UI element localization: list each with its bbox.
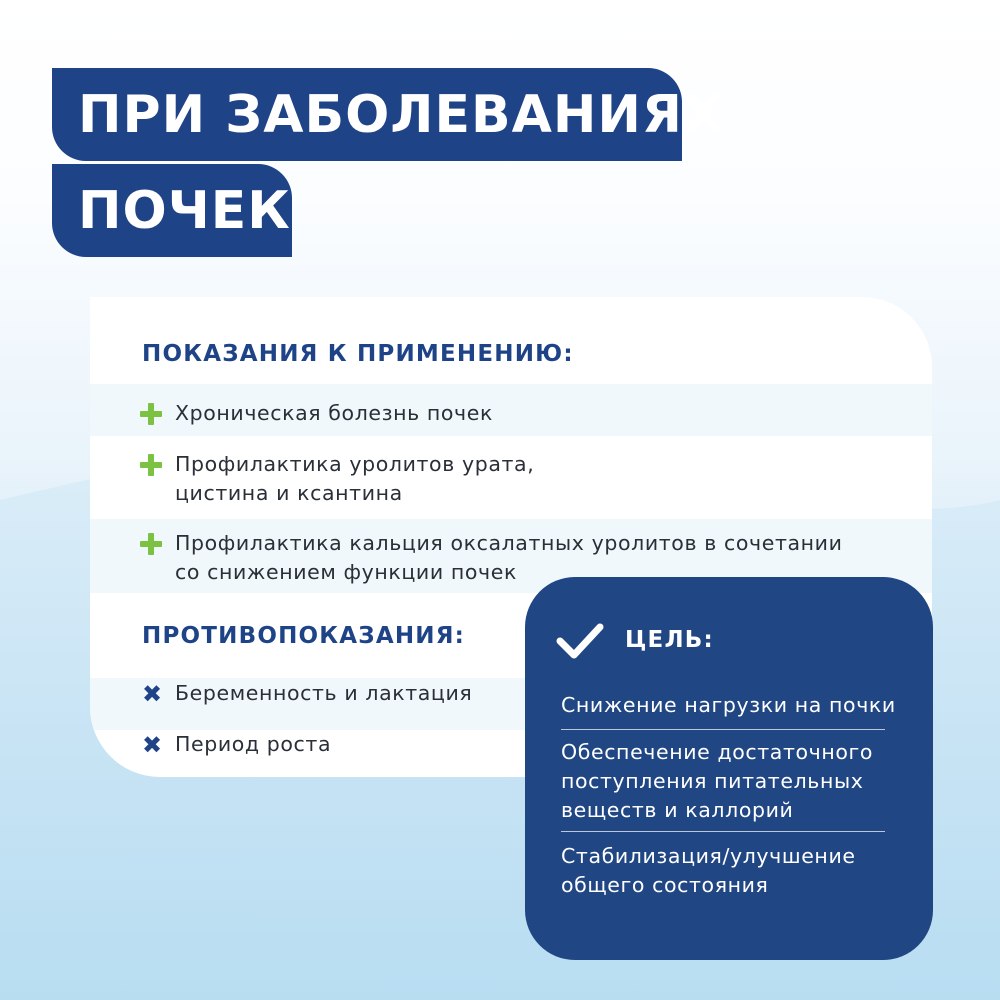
goal-heading: ЦЕЛЬ: <box>625 627 714 653</box>
contraindication-text: Беременность и лактация <box>175 681 473 705</box>
goal-item: Снижение нагрузки на почки <box>561 693 896 717</box>
goal-divider <box>561 831 885 832</box>
goal-item: Обеспечение достаточного поступления питательных веществ и каллорий <box>561 740 874 822</box>
contraindication-text: Период роста <box>175 732 332 756</box>
indication-text: Профилактика кальция оксалатных уролитов в сочетании со снижением функции почек <box>175 531 843 584</box>
title-line-2: ПОЧЕК <box>52 164 292 257</box>
indication-text: Хроническая болезнь почек <box>175 401 493 425</box>
indications-heading: ПОКАЗАНИЯ К ПРИМЕНЕНИЮ: <box>142 341 574 367</box>
plus-icon <box>140 403 162 425</box>
indication-text: Профилактика уролитов урата, цистина и ксантина <box>175 452 535 505</box>
plus-icon <box>140 533 162 555</box>
goal-divider <box>561 729 885 730</box>
cross-icon: ✖ <box>142 731 163 759</box>
check-icon <box>555 621 605 661</box>
cross-icon: ✖ <box>142 680 163 708</box>
goal-card <box>525 577 933 960</box>
plus-icon <box>140 454 162 476</box>
contraindications-heading: ПРОТИВОПОКАЗАНИЯ: <box>142 623 466 649</box>
goal-item: Стабилизация/улучшение общего состояния <box>561 844 856 897</box>
title-line-1: ПРИ ЗАБОЛЕВАНИЯХ <box>52 68 682 161</box>
